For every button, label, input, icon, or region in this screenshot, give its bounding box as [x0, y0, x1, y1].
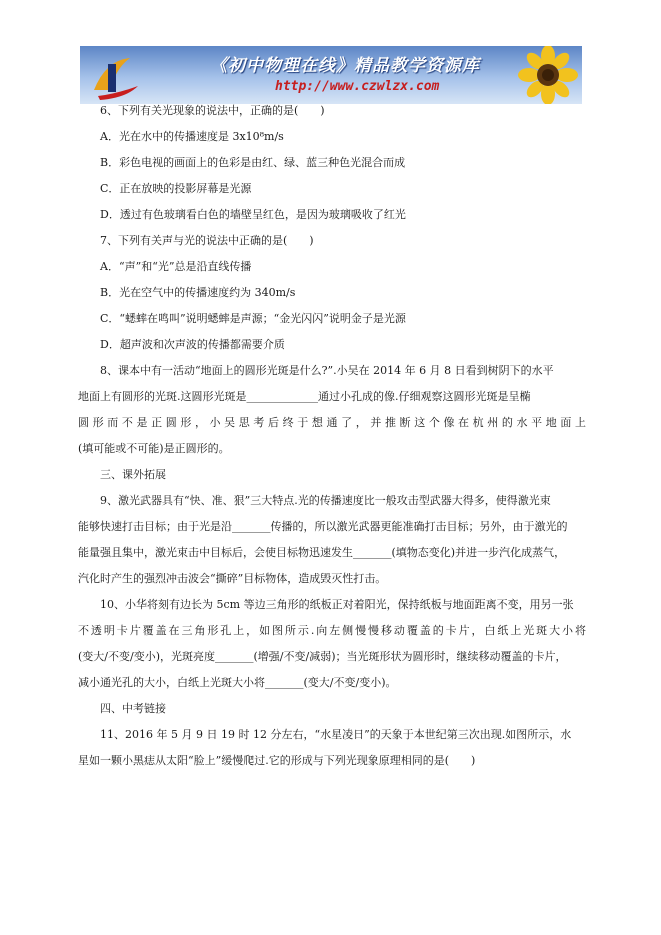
q6-option-d: D．透过有色玻璃看白色的墙壁呈红色，是因为玻璃吸收了红光 [100, 208, 406, 221]
q7-option-d: D．超声波和次声波的传播都需要介质 [100, 338, 285, 351]
q9-line-1: 9、激光武器具有“快、准、狠”三大特点.光的传播速度比一般攻击型武器大得多，使得激光束 [100, 494, 551, 507]
site-url[interactable]: http://www.czwlzx.com [275, 79, 440, 94]
q8-line-1: 8、课本中有一活动“地面上的圆形光斑是什么?”.小吴在 2014 年 6 月 8 日看到树阴下的水平 [100, 364, 554, 377]
q7-option-c: C．“蟋蟀在鸣叫”说明蟋蟀是声源；“金光闪闪”说明金子是光源 [100, 312, 406, 325]
q10-line-3: (变大/不变/变小)，光斑亮度_______(增强/不变/减弱)；当光斑形状为圆形时，继续移动覆盖的卡片， [78, 650, 567, 663]
site-logo-icon [86, 50, 144, 102]
sunflower-icon [508, 46, 582, 104]
q8-line-4: (填可能或不可能)是正圆形的。 [78, 442, 230, 455]
header-banner [80, 46, 582, 104]
q6-option-b: B．彩色电视的画面上的色彩是由红、绿、蓝三种色光混合而成 [100, 156, 406, 169]
q10-line-2: 不透明卡片覆盖在三角形孔上，如图所示.向左侧慢慢移动覆盖的卡片，白纸上光斑大小将 [78, 624, 586, 637]
q9-line-3: 能量强且集中，激光束击中目标后，会使目标物迅速发生_______(填物态变化)并进一步汽化成蒸气， [78, 546, 566, 559]
section-4-heading: 四、中考链接 [100, 702, 166, 715]
section-3-heading: 三、课外拓展 [100, 468, 166, 481]
q6-option-a: A．光在水中的传播速度是 3x10⁸m/s [100, 130, 284, 143]
q7-option-a: A．“声”和“光”总是沿直线传播 [100, 260, 252, 273]
q6-option-c: C．正在放映的投影屏幕是光源 [100, 182, 252, 195]
q11-line-2: 星如一颗小黑痣从太阳“脸上”缓慢爬过.它的形成与下列光现象原理相同的是( ) [78, 754, 476, 767]
q11-line-1: 11、2016 年 5 月 9 日 19 时 12 分左右，“水星凌日”的天象于本世纪第三次出现.如图所示，水 [100, 728, 572, 741]
q9-line-4: 汽化时产生的强烈冲击波会“撕碎”目标物体，造成毁灭性打击。 [78, 572, 387, 585]
q10-line-1: 10、小华将刻有边长为 5cm 等边三角形的纸板正对着阳光，保持纸板与地面距离不变，用另一张 [100, 598, 574, 611]
q10-line-4: 减小通光孔的大小，白纸上光斑大小将_______(变大/不变/变小)。 [78, 676, 397, 689]
q8-line-2: 地面上有圆形的光斑.这圆形光斑是_____________通过小孔成的像.仔细观察这圆形光斑是呈椭 [78, 390, 531, 403]
q6-stem: 6、下列有关光现象的说法中，正确的是( ) [100, 104, 325, 117]
q7-option-b: B．光在空气中的传播速度约为 340m/s [100, 286, 296, 299]
q8-line-3: 圆形而不是正圆形，小吴思考后终于想通了，并推断这个像在杭州的水平地面上 [78, 416, 586, 429]
site-title: 《初中物理在线》精品教学资源库 [210, 56, 480, 76]
q7-stem: 7、下列有关声与光的说法中正确的是( ) [100, 234, 314, 247]
q9-line-2: 能够快速打击目标；由于光是沿_______传播的，所以激光武器更能准确打击目标；另外，由于激光的 [78, 520, 568, 533]
